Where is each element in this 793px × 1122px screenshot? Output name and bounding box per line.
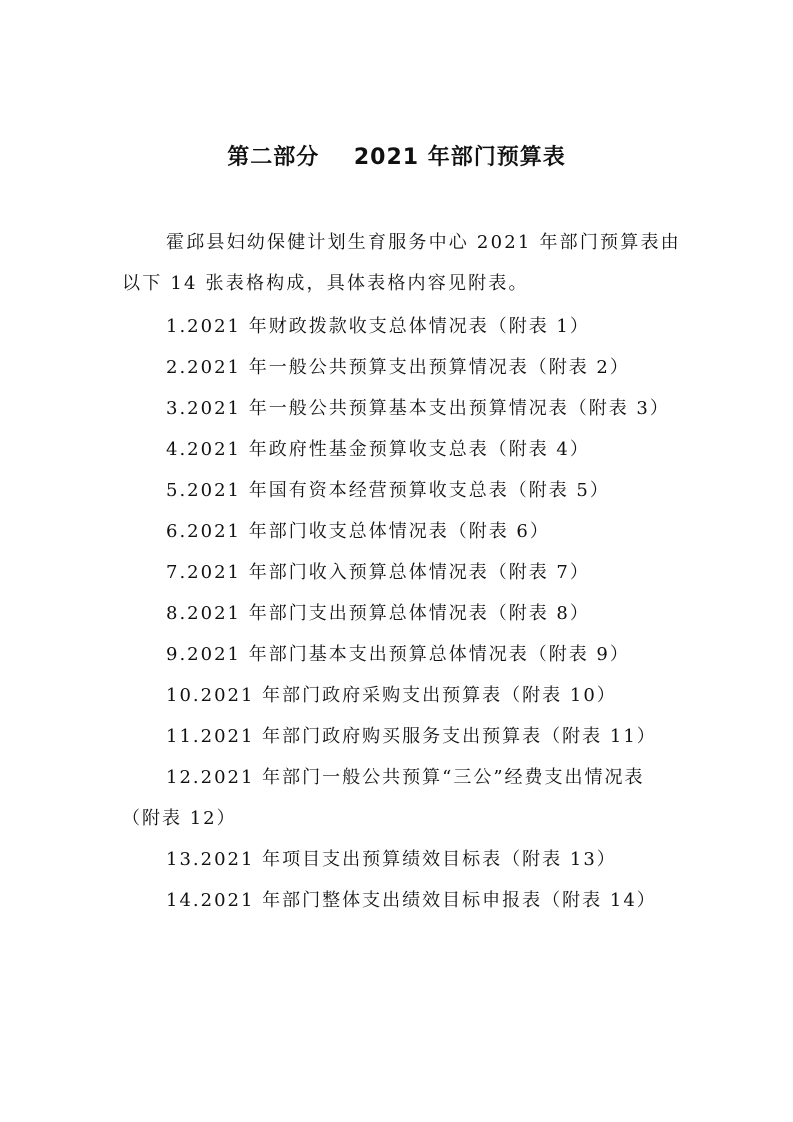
list-item: 5.2021 年国有资本经营预算收支总表（附表 5） [166, 480, 610, 501]
list-item: 1.2021 年财政拨款收支总体情况表（附表 1） [166, 316, 590, 337]
list-item: 2.2021 年一般公共预算支出预算情况表（附表 2） [166, 357, 630, 378]
list-item: 11.2021 年部门政府购买服务支出预算表（附表 11） [166, 726, 657, 747]
list-item: 13.2021 年项目支出预算绩效目标表（附表 13） [166, 849, 617, 870]
list-item: 9.2021 年部门基本支出预算总体情况表（附表 9） [166, 644, 630, 665]
list-item: 14.2021 年部门整体支出绩效目标申报表（附表 14） [166, 890, 657, 911]
intro-paragraph: 霍邱县妇幼保健计划生育服务中心 2021 年部门预算表由以下 14 张表格构成，具体表格内容见附表。 [122, 232, 681, 294]
list-item: 12.2021 年部门一般公共预算“三公”经费支出情况表（附表 12） [122, 767, 645, 829]
list-item: 10.2021 年部门政府采购支出预算表（附表 10） [166, 685, 617, 706]
list-item: 6.2021 年部门收支总体情况表（附表 6） [166, 521, 550, 542]
list-item: 7.2021 年部门收入预算总体情况表（附表 7） [166, 562, 590, 583]
list-item: 3.2021 年一般公共预算基本支出预算情况表（附表 3） [166, 398, 670, 419]
table-list [122, 306, 682, 921]
list-item: 8.2021 年部门支出预算总体情况表（附表 8） [166, 603, 590, 624]
page-title: 第二部分 2021 年部门预算表 [227, 145, 566, 170]
list-item: 4.2021 年政府性基金预算收支总表（附表 4） [166, 439, 590, 460]
